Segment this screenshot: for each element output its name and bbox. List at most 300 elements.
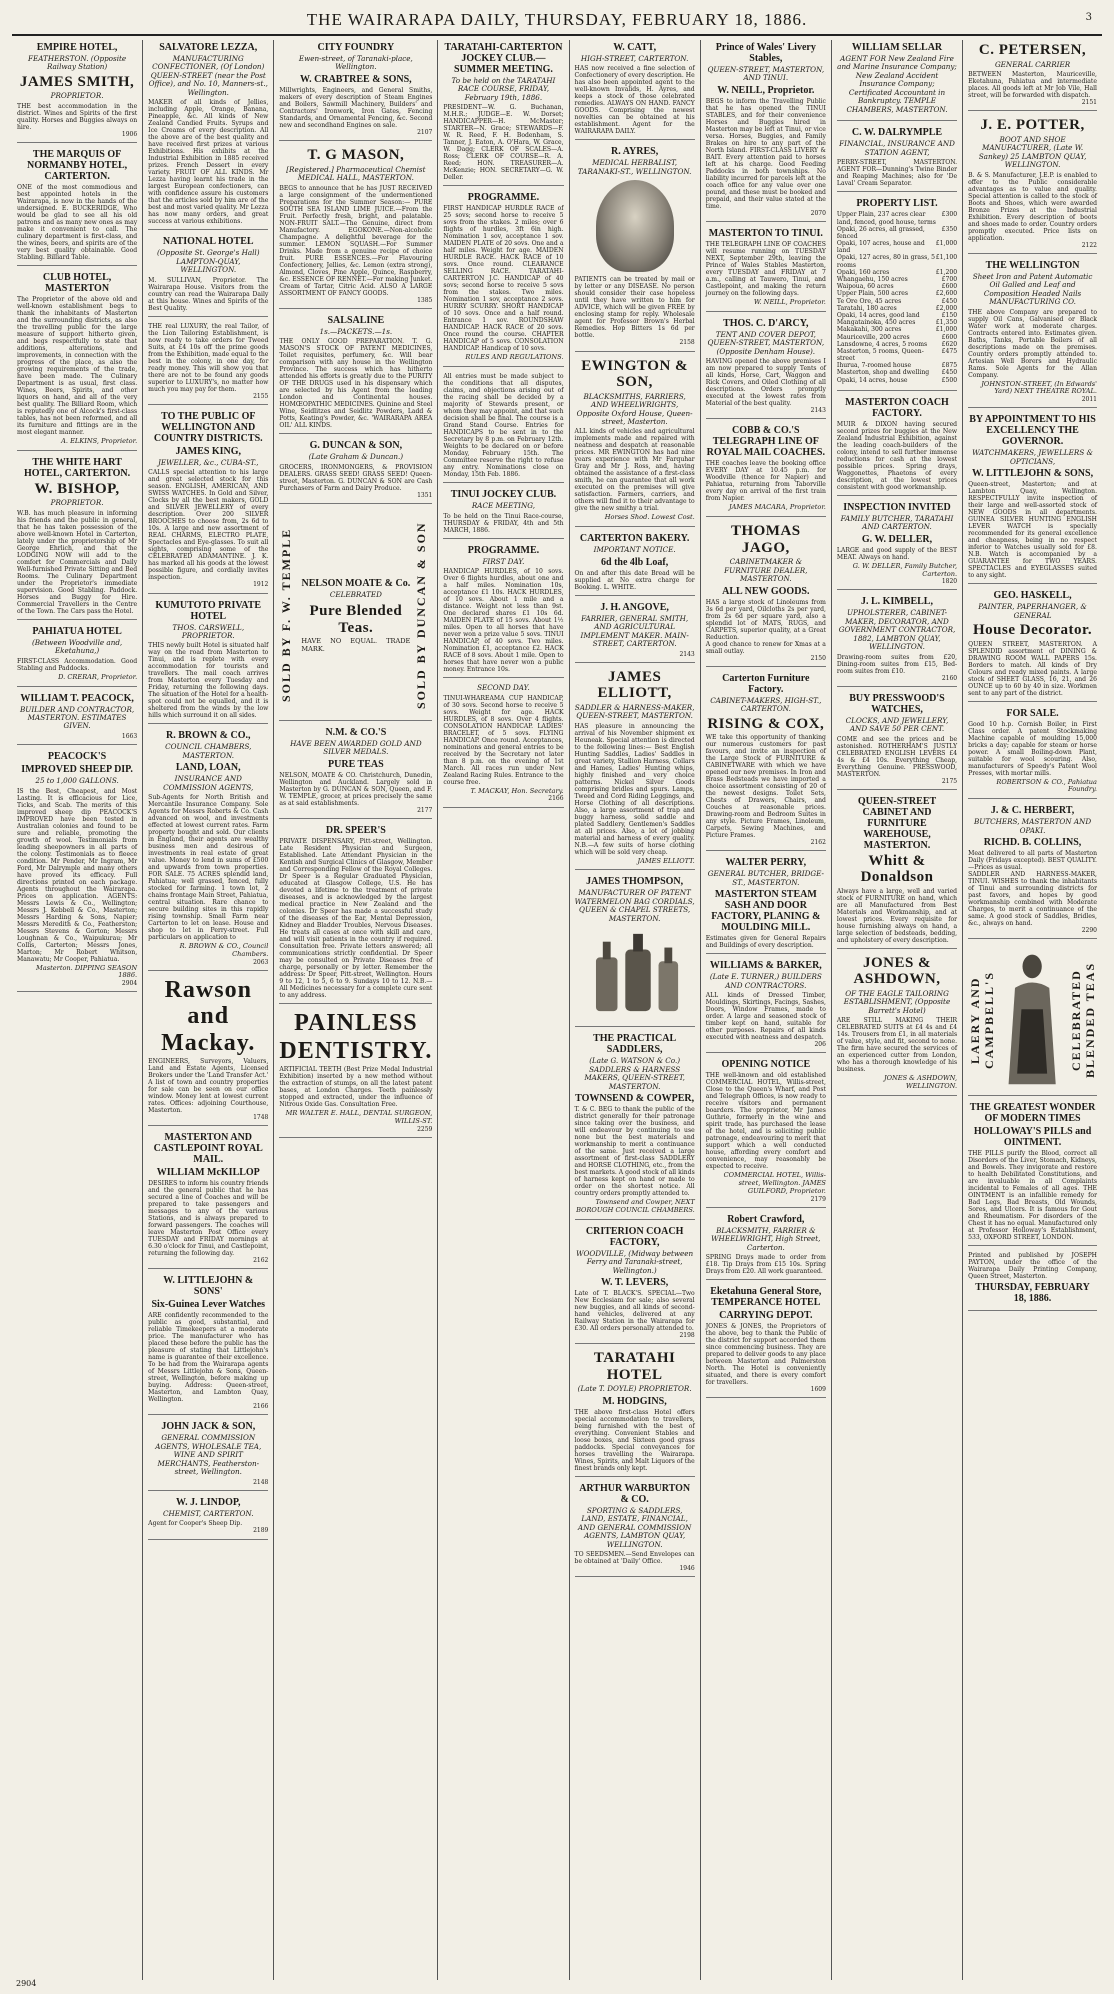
ad-number: 2107 — [417, 128, 433, 136]
ad-body: ONE of the most commodious and best appointed hotels in the Wairarapa, is now in the hands of the undersigned. E. BUCKERIDGE, Who would be glad to see all his old patrons and as many new ones as may make it convenient to call. The culinary department is first-class, and the wines, beers, and spirits are of the very best quality obtainable. Good Stabling. Billiard Table. — [17, 184, 138, 262]
ad-number: 2011 — [1081, 396, 1097, 404]
ad-title: C. PETERSEN, — [978, 42, 1087, 58]
ad-title: NELSON MOATE & Co. — [301, 577, 411, 589]
property-price: £1,000 — [935, 326, 958, 334]
ad-number: 206 — [814, 1041, 826, 1049]
ad-body: T. & C. BEG to thank the public of the district generally for their patronage since taking over the business, and will endeavour by continuing to use none but the best materials and workmanship to merit a continuance of the same. Just received a large assortment of first-class SADDLERY and HORSE CLOTHING, etc., from the best markets. A good stock of all kinds of harness kept on hand or made to order on the shortest notice. All country orders promptly attended to. — [574, 1106, 695, 1198]
ad-title: W. J. LINDOP, — [175, 1496, 241, 1508]
ad-body: TINUI-WHAREAMA CUP HANDICAP, of 30 sovs. Second horse to receive 5 sovs. Weight for age. HACK HURDLES, of 8 sovs. Over 4 flights. CONSOLATION HANDICAP. LADIES' BRACELET, of 5 sovs. FLYING HANDICAP. Once round. Acceptances, nominations and general entries to be received by the Secretary not later than 8 p.m. on the evening of 1st March. All races run under New Zealand Racing Rules. Entrance to the course free. — [443, 694, 564, 786]
column-3 — [274, 40, 438, 1980]
advertisement — [279, 1010, 432, 1138]
ad-number: 2904 — [121, 980, 138, 988]
herbalist-portrait — [596, 180, 674, 272]
ad-subtitle: CABINET-MAKERS, HIGH-ST., CARTERTON. — [710, 695, 822, 714]
ad-title: R. AYRES, — [611, 146, 659, 158]
ad-title-secondary: RICHD. B. COLLINS, — [983, 837, 1082, 849]
ad-title: TARATAHI HOTEL — [593, 1350, 676, 1383]
ad-title: CITY FOUNDRY — [317, 42, 395, 53]
ad-subtitle: WATCHMAKERS, JEWELLERS & OPTICIANS, — [972, 448, 1093, 466]
ad-subtitle: INSURANCE AND COMMISSION AGENTS, — [163, 774, 254, 792]
ad-subtitle: BLACKSMITH, FARRIER & WHEELWRIGHT, High Street, Carterton. — [711, 1225, 821, 1252]
ad-subtitle: UPHOLSTERER, CABINET-MAKER, DECORATOR, AND GOVERNMENT CONTRACTOR, 1882, LAMBTON QUAY, WELLINGTON. — [838, 608, 956, 652]
advertisement — [837, 955, 957, 1096]
advertisement — [968, 708, 1097, 800]
advertisement — [837, 596, 957, 687]
advertisement — [575, 876, 695, 1027]
advertisement — [706, 228, 826, 312]
ad-title-secondary: JAMES SMITH, — [19, 73, 135, 90]
ad-body: PATIENTS can be treated by mail or by letter or any DISEASE. No person should consider their case hopeless until they have written to him for ADVICE, which will be given FREE by enclosing stamp for reply. Wholesale agent for Professor Brown's Herbal Remedies. Hop Bitters 1s 6d per bottle. — [574, 276, 695, 340]
ad-body: Late of T. BLACK'S. SPECIAL—Two New Ecclesiam for sale; also several new buggies, and all kinds of second-hand vehicles, delivered at any Railway Station in the Wairarapa for £30. All orders personally attended to. — [574, 1290, 695, 1333]
ad-body: FIRST-CLASS Accommodation. Good Stabling and Paddocks. — [17, 657, 138, 672]
ad-title: THE PRACTICAL SADDLERS, — [593, 1033, 677, 1056]
ad-title-secondary: PURE TEAS — [328, 758, 384, 770]
property-price: £150 — [941, 311, 958, 319]
ad-title: SALVATORE LEZZA, — [159, 42, 258, 53]
property-price: £1,000 — [935, 240, 958, 248]
ad-body: Good 10 h.p. Cornish Boiler, in First Class order. A patent Stockmaking Machine capable of moulding 15,000 bricks a day; capable for steam or horse power. A small Boiling-down Plant, suitable for wool scouring. Also, manufacturers of Speedy's Patent Wool Presses, with mortar mills. — [968, 720, 1097, 777]
ad-title-secondary: CARRYING DEPOT. — [719, 1310, 813, 1322]
ad-title: W. CATT, — [613, 42, 657, 53]
page-number: 3 — [1085, 12, 1092, 23]
ad-subtitle: (Late G. WATSON & Co.) SADDLERS & HARNESS MAKERS, QUEEN-STREET, MASTERTON. — [584, 1056, 685, 1091]
ad-number: 2177 — [417, 806, 433, 814]
advertisement — [968, 117, 1097, 254]
column-6 — [701, 40, 832, 1980]
ad-signature: Masterton. DIPPING SEASON 1886. — [36, 963, 138, 980]
column-7 — [832, 40, 963, 1980]
ad-subtitle: JEWELLER, &c., CUBA-ST., — [158, 457, 259, 467]
property-description: Opaki, 14 acres, good land — [836, 311, 920, 319]
ad-number: 1385 — [417, 296, 433, 304]
ad-body: BEGS to announce that he has JUST RECEIVED a large consignment of the undermentioned Preparations for the Summer Season:— PURE SOUTH SEA ISLAND LIME JUICE.—From the Fruit. Perfectly fresh, bright, and palatable. NON-FRUIT SALT.—The Genuine, direct from Manufactory. EGOKONE.—Non-alcoholic Champagne. A delightful beverage for the summer. LEMON SQUASH.—For Summer Drinks. Made from a genuine recipe of choice fruit. PURE ESSENCES.—For Flavouring Confectionery, Jellies, &c. Lemon (extra strong), Almond, Cloves, Pine Apple, Quince, Raspberry, &c. ESSENCE OF RENNET.—For making Junket. Cream of Tartar, Citric Acid. ALSO A LARGE ASSORTMENT OF FANCY GOODS. — [279, 184, 433, 297]
ad-title: Robert Crawford, — [727, 1213, 805, 1225]
ad-subtitle: SADDLER & HARNESS-MAKER, QUEEN-STREET, MASTERTON. — [574, 702, 695, 721]
ad-body: ARTIFICIAL TEETH (Best Prize Medal Industrial Exhibition) inserted by a new method without the extraction of stumps, on all the latest patent bases, at London Charges. Teeth painlessly stopped and extracted, under the influence of Nitrous Oxide Gas. Consultation Free. — [279, 1066, 433, 1109]
ad-title: J. L. KIMBELL, — [861, 596, 933, 608]
ad-signature: A. ELKINS, Proprietor. — [61, 437, 138, 446]
ad-title: EWINGTON & SON, — [581, 357, 689, 391]
advertisement — [279, 825, 432, 1004]
ad-title: J. H. ANGOVE, — [600, 601, 669, 613]
ad-title: Carterton Furniture Factory. — [722, 672, 810, 695]
ad-signature: W. NEILL, Proprietor. — [753, 298, 826, 307]
property-row — [837, 226, 957, 240]
advertisement — [443, 192, 563, 367]
ad-body: THE ONLY GOOD PREPARATION. T. G. MASON'S STOCK OF PATENT MEDICINES, Toilet requisites, perfumery, &c. Will bear comparison with any house in the Wellington Province. The success which has hitherto attended his efforts is greatly due to the PURITY OF THE DRUGS used in his dispensary which are selected by his Agent from the leading London and Continental houses. HOMŒOPATHIC MEDICINES. Quinine and Steel Wine, Seidlitzes and Seidlitz Powders, Ladd & Potts, Keating's Powder, &c. 'WAIRARAPA AREA OIL' ALL KINDS. — [279, 338, 433, 430]
ad-title-secondary: IMPROVED SHEEP DIP. — [21, 764, 133, 776]
ad-subtitle: BUILDER AND CONTRACTOR, MASTERTON. ESTIMATES GIVEN. — [20, 704, 135, 731]
ad-body: Millwrights, Engineers, and General Smiths, makers of every description of Steam Engines and Boilers, Sawmill Machinery, Builders' and Contractors' Ironwork, Iron Gates, Fencing Standards, and Ornamental Fencing, &c. Second new and secondhand Engines on sale. — [279, 86, 433, 129]
ad-subtitle: OF THE EAGLE TAILORING ESTABLISHMENT, (Opposite Barrett's Hotel) — [843, 988, 951, 1015]
ad-title: CRITERION COACH FACTORY, — [585, 1225, 684, 1248]
ad-body: Queen-street, Masterton; and at Lambton Quay, Wellington. RESPECTFULLY invite inspection of their large and well-assorted stock of NEW GOODS in all departments. GUINEA SILVER HUNTING ENGLISH LEVER WATCH is specially recommended for its general excellence and cheapness, being in no respect inferior to Watches usually sold for £8. N.B. Watch is accompanied by a GUARANTEE for TWO YEARS. SPECTACLES and EYEGLASSES suited to any sight. — [968, 481, 1097, 580]
property-price: £875 — [941, 362, 958, 370]
advertisement — [148, 1421, 268, 1491]
ad-body: GROCERS, IRONMONGERS, & PROVISION DEALERS. GRASS SEED! GRASS SEED! Queen-street, Masterton. G. DUNCAN & SON are Cash Purchasers of Farm and Dairy Produce. — [279, 463, 433, 492]
ad-body: WE take this opportunity of thanking our numerous customers for past favours, and invite an inspection of the Large Stock of FURNITURE & CABINETWARE with which we have opened our new premises. In Iron and Brass Bedsteads we have imported a choice assortment consisting of 20 of the newest designs. Toilet Sets, Chests of Drawers, Chairs, and Couches at reasonable prices. Drawing-room and Bedroom Suites in any style. Picture Frames, Linoleum, Carpets, Sewing Machines, and Picture Frames. — [705, 734, 826, 840]
ad-title-secondary: MASTERTON STEAM SASH AND DOOR FACTORY, PLANING & MOULDING MILL. — [711, 889, 821, 934]
property-row — [837, 334, 957, 341]
ad-title: TARATAHI-CARTERTON JOCKEY CLUB.—SUMMER MEETING. — [444, 42, 563, 75]
advertisement — [17, 693, 137, 746]
ad-title: WILLIAMS & BARKER, — [709, 960, 822, 972]
ad-title: COBB & CO.'S TELEGRAPH LINE OF ROYAL MAIL COACHES. — [706, 425, 825, 459]
ad-subtitle: THOS. CARSWELL, PROPRIETOR. — [172, 622, 245, 640]
ad-subtitle: AGENT FOR New Zealand Fire and Marine Insurance Company; New Zealand Accident Insurance Company; Certificated Accountant in Bankruptcy. TEMPLE CHAMBERS, MASTERTON. — [837, 54, 957, 114]
property-description: Mauriceville, 200 acres — [836, 333, 910, 341]
property-row — [837, 362, 957, 369]
ad-body: QUEEN STREET, MASTERTON. A SPLENDID assortment of DINING & DRAWING ROOM WALL PAPERS 15s. Borders to match. All kinds of Dry Colours and ready mixed paints. A large stock of SHEET GLASS, 16, 21, and 26 OUNCE up to 60 by 40 in size. Workmen sent to any part of the district. — [968, 640, 1097, 697]
ad-body: ARE confidently recommended to the public as good, substantial, and reliable Timekeepers at a moderate price. The manufacturer who has placed these before the public has the pleasure of stating that Littlejohn's name is guarantee of their excellence. To be had from the Wairarapa agents of Messrs Littlejohn & Sons, Queen-street, Wellington, before making up buying. Address: Queen-street, Masterton, and Lambton Quay, Wellington. — [148, 1312, 269, 1404]
ad-title-secondary: HOLLOWAY'S PILLS and OINTMENT. — [973, 1126, 1092, 1149]
ad-title-secondary: DENTISTRY. — [279, 1038, 433, 1065]
ad-number: 1906 — [121, 130, 138, 138]
tea-ad-center — [301, 510, 410, 720]
ad-number: 2063 — [253, 958, 269, 966]
advertisement — [968, 1102, 1097, 1246]
ad-title: THOMAS JAGO, — [730, 523, 801, 556]
ad-number: 1912 — [253, 581, 269, 589]
ad-body: PRESIDENT—W. G. Buchanan, M.H.R.; JUDGE—E. W. Dorset; HANDICAPPER—H. McMaster; STARTER—N. Grace; STEWARDS—F. W. R. Reed, F. H. Bodenham, S. Tanner, J. Eaton, A. O'Hara, W. Grace, W. Dagg; CLERK OF SCALES—A. Ross; CLERK OF COURSE—R. A. Reed; HON. TREASURER—A. McKenzie; HON. SECRETARY—G. W. Deller. — [443, 104, 564, 182]
advertisement — [148, 323, 268, 405]
ad-subtitle: BUTCHERS, MASTERTON AND OPAKI. — [973, 817, 1092, 835]
advertisement — [148, 1497, 268, 1540]
advertisement — [17, 626, 137, 687]
property-price: £1,100 — [935, 254, 958, 262]
property-row — [837, 312, 957, 319]
ad-body: PRIVATE DISPENSARY, Pitt-street, Wellington. Late Resident Physician and Surgeon, Established. Late Attendant Physician in the Kentish and Surgical Clinics of Glasgow, Member and Corresponding Fellow of the Royal Colleges. Dr Speer is a Regular Graduated Physician, educated at Glasgow College, U.S. He has devoted a lifetime to the treatment of private diseases, and is acknowledged by the largest medical practice in New Zealand and the colonies. Dr Speer has made a successful study of the diseases of the Ear, Mental Depression, Kidney and Bladder Troubles, Nervous Diseases. He treats all cases at once with skill and care, and will visit patients in the country if required. Consultation free. Private letters answered; all communications strictly confidential. Dr Speer may be consulted on Private Diseases free of charge, personally or by letter. Remember the address: Dr Speer, Pitt-street, Wellington. Hours 9 to 12, 1 to 5, 6 to 9. Sundays 10 to 12. N.B.—All Medicines necessary for a complete cure sent to any address. — [279, 837, 433, 999]
property-description: Masterton, shop and dwelling — [836, 369, 930, 377]
ad-body: DESIRES to inform his country friends and the general public that he has secured a line of Coaches and will be prepared to take passengers and messages to any of the various Stations, and is always prepared to forward passengers. The coaches will leave Masterton Post Office every TUESDAY and FRIDAY mornings at 6.30 o'clock for Tinui, and Castlepoint, returning the following day. — [148, 1180, 269, 1258]
ad-title: SALSALINE — [327, 314, 385, 326]
ad-body: HAS pleasure in announcing the arrival of his November shipment ex Heuneak. Special attention is directed to the following lines:— Best English Hunting Saddles, Ladies' Saddles in great variety, Stallion Harness, Collars and Hames, Ladies' Hunting whips, highly finished and very choice patterns. Nickel Silver Goods comprising bridles and spurs. Lamps, Tweed and Cord Riding Leggings, and Horse Clothing of all descriptions. Also, a large assortment of trap and buggy harness, solid saddle and plated Saddlery, Gentlemen's Saddles at all prices. Also, a lot of jobbing material and harness of every quality. N.B.—A few suits of horse clothing which will be sold very cheap. — [574, 722, 695, 856]
ad-title: JAMES ELLIOTT, — [597, 668, 672, 702]
ad-signature: D. CRERAR, Proprietor. — [58, 672, 138, 681]
ad-title: J. & C. HERBERT, — [990, 805, 1075, 817]
advertisement — [575, 358, 695, 528]
property-row — [837, 240, 957, 254]
ad-body: Estimates given for General Repairs and Buildings of every description. — [705, 935, 826, 950]
ad-title: Pure Blended Teas. — [309, 603, 403, 636]
cordial-bottles-illustration — [575, 928, 695, 1016]
advertisement — [17, 751, 137, 992]
ad-body: THE TELEGRAPH LINE OF COACHES will resume running on TUESDAY NEXT, September 29th, leaving the Prince of Wales Stables Masterton, every TUESDAY and FRIDAY at 7 a.m., calling at Tauwero, Tinui, and Castlepoint, and making the return journey on the following days. — [705, 241, 826, 298]
ad-subtitle: MANUFACTURER OF PATENT WATERMELON BAG CORDIALS, QUEEN & CHAPEL STREETS, MASTERTON. — [574, 888, 695, 923]
ad-body: On and after this date Bread will be supplied at No extra charge for Booking. L. WHITE. — [574, 569, 695, 591]
vertical-ad-text: SOLD BY F. W. TEMPLE — [279, 527, 294, 702]
ad-number: 2143 — [679, 650, 695, 658]
printer-imprint — [968, 1252, 1097, 1311]
ad-subtitle: To be held on the TARATAHI RACE COURSE, FRIDAY, February 19th, 1886. — [451, 76, 556, 102]
ad-number: 2162 — [810, 839, 826, 847]
ad-body: THE above first-class Hotel offers special accommodation to travellers, being furnished with the best of everything. Convenient Stables and loose boxes, and Sixteen good grass paddocks. Special conveyances for horses travelling the Wairarapa. Wines, Spirits, and Malt Liquors of the finest brands only kept. — [574, 1408, 695, 1472]
imprint-date: THURSDAY, FEBRUARY 18, 1886. — [975, 1282, 1090, 1305]
ad-title-secondary: ALL NEW GOODS. — [722, 585, 810, 597]
ad-number: 1351 — [417, 491, 433, 499]
ad-body: ALL kinds of Dressed Timber, Mouldings, Skirtings, Facings, Sashes, Doors, Window Frames, made to order. A large and seasoned stock of timber kept on hand, suitable for other purposes. Repairs of all kinds executed with neatness and despatch. — [705, 992, 826, 1042]
ad-number: 2166 — [548, 795, 564, 803]
ad-subtitle: QUEEN-STREET, MASTERTON, AND TINUI. — [707, 65, 825, 83]
advertisement — [279, 727, 432, 819]
ad-subtitle: Ewen-street, of Taranaki-place, Wellington. — [298, 54, 413, 72]
ad-body: BEGS to inform the Travelling Public that he has opened the TINUI STABLES, and for their convenience Horses and Buggies hired in Masterton may be left at Tinui, or vice versa. Horses, Buggies, and Family Brakes on hire to any part of the North Island. FIRST-CLASS LIVERY & BAIT. Every attention paid to horses left at his charge. Good Feeding Paddocks in both townships. No liability incurred for parcels left at the coach office for any value over one pound, and these must be booked and prepaid, and their value stated at the time. — [705, 97, 826, 210]
ad-title: JOHN JACK & SON, — [161, 1421, 256, 1433]
ad-number: 2290 — [1081, 927, 1097, 935]
ad-subtitle: MANUFACTURING CONFECTIONER, (Of London) QUEEN-STREET (near the Post Office), and No. 10, Manners-st., Wellington. — [148, 54, 268, 97]
ad-title-secondary: Whitt & Donaldson — [860, 852, 934, 886]
ad-body: CALLS special attention to his large and great selected stock for this season. ENGLISH, AMERICAN, AND SWISS WATCHES. In Gold and Silver, Clocks by all the best makers, GOLD and SILVER JEWELLERY of every description. Over 200 SILVER BROOCHES to choose from, 2s 6d to 10s. A large and new assortment of REAL CHARMS, ELECTRO PLATE, Spectacles and Eye-glasses. To suit all sights, comprising some of the CELEBRATED ADAMANTINE. J. K. has marked all his goods at the lowest possible figure, and cordially invites inspection. — [148, 469, 269, 582]
advertisement — [837, 198, 957, 391]
advertisement — [575, 42, 695, 140]
ad-body: To be held on the Tinui Race-course, THURSDAY & FRIDAY, 4th and 5th MARCH, 1886. — [443, 512, 564, 534]
ad-number: 2148 — [253, 1478, 269, 1486]
advertisement — [575, 602, 695, 663]
ad-title-secondary: TOWNSEND & COWPER, — [575, 1093, 695, 1105]
ad-title-secondary: W. NEILL, Proprietor. — [717, 84, 815, 96]
ad-title: JONES & ASHDOWN, — [853, 954, 941, 988]
advertisement — [706, 960, 826, 1053]
property-row — [837, 305, 957, 312]
ad-title: R. BROWN & CO., — [166, 730, 251, 742]
property-price: £620 — [941, 340, 958, 348]
advertisement — [17, 42, 137, 143]
ad-title: PEACOCK'S — [47, 751, 107, 763]
property-price: £500 — [941, 376, 958, 384]
advertisement — [148, 1275, 268, 1415]
property-row — [837, 369, 957, 376]
ad-title-secondary: House Decorator. — [973, 622, 1093, 639]
ad-number: 2160 — [941, 674, 958, 682]
ad-body: BETWEEN Masterton, Mauriceville, Eketahuna, Pahiatua and intermediate places. All goods left at Mr Job Vile, Hall street, will be forwarded with dispatch. — [968, 70, 1097, 99]
advertisement — [837, 42, 957, 121]
ad-signature: MR WALTER E. HALL, DENTAL SURGEON, WILLIS-ST. — [285, 1109, 433, 1126]
advertisement — [837, 127, 957, 192]
advertisement — [968, 805, 1097, 939]
ad-body: COME and see the prices and be astonished. ROTHERHAM'S JUSTLY CELEBRATED ENGLISH LEVERS £4 4s & £4 10s. Everything Cheap, Everything Genuine. PRESSWOOD, MASTERTON. — [836, 735, 958, 778]
ad-subtitle: MEDICAL HERBALIST, TARANAKI-ST., WELLINGTON. — [577, 158, 692, 176]
ad-title-secondary: LAND, LOAN, — [175, 762, 241, 774]
ad-title-secondary: W. LITTLEJOHN & SONS, — [972, 468, 1094, 480]
property-price: £600 — [941, 283, 958, 291]
advertisement — [148, 730, 268, 971]
ad-body: ENGINEERS, Surveyors, Valuers, Land and Estate Agents, Licensed Brokers under the 'Land Transfer Act.' A list of town and country properties for sale can be seen on our office window. Money lent at lowest current rates. Offices: adjoining Courthouse, Masterton. — [148, 1058, 269, 1115]
ad-title: THE MARQUIS OF NORMANBY HOTEL, CARTERTON. — [26, 149, 128, 183]
ad-title-secondary: RISING & COX, — [707, 715, 825, 732]
advertisement — [148, 600, 268, 725]
property-description: Upper Plain, 500 acres — [836, 290, 908, 298]
ad-subtitle: GENERAL COMMISSION AGENTS, WHOLESALE TEA, WINE AND SPIRIT MERCHANTS, Featherston-street, Wellington. — [155, 1433, 262, 1477]
property-description: Masterton, 5 rooms, Queen-street — [836, 347, 924, 363]
ad-number: 1663 — [121, 732, 138, 740]
property-price: £300 — [941, 211, 958, 219]
ad-number: 1946 — [679, 1565, 695, 1573]
ad-title: MASTERTON AND CASTLEPOINT ROYAL MAIL. — [153, 1132, 263, 1166]
ad-number: 2122 — [1081, 241, 1097, 249]
ad-title: CARTERTON BAKERY. — [579, 533, 690, 545]
advertisement — [17, 149, 137, 266]
ad-title: C. W. DALRYMPLE — [851, 127, 943, 139]
ad-body: SADDLER AND HARNESS-MAKER, TINUI. WISHES to thank the inhabitants of Tinui and surrounding districts for past favors, and hopes by good workmanship combined with Moderate Charges, to merit a continuance of the same. A good stock of Saddles, Bridles, &c., always on hand. — [968, 871, 1097, 928]
property-row — [837, 211, 957, 225]
ad-number: 2162 — [253, 1257, 269, 1265]
advertisement — [575, 146, 695, 351]
advertisement — [443, 489, 563, 538]
property-description: Lansdowne, 4 acres, 5 rooms — [836, 340, 928, 348]
ad-signature: JONES & ASHDOWN, WELLINGTON. — [883, 1074, 958, 1091]
ad-body: A good chance to renew for Xmas at a small outlay. — [705, 640, 826, 655]
property-row — [837, 348, 957, 362]
ad-body: THE coaches leave the booking office EVERY DAY at 10.45 p.m. for Woodville (thence for Napier) and Pahiatua, returning from Taborville every day on arrival of the first train from Napier. — [705, 460, 826, 503]
masthead — [0, 0, 1114, 36]
ad-title: BY APPOINTMENT TO HIS EXCELLENCY THE GOVERNOR. — [969, 414, 1096, 448]
property-price: £350 — [941, 225, 958, 233]
ad-subtitle: (Late E. TURNER,) BUILDERS AND CONTRACTORS. — [709, 972, 822, 990]
ad-title: J. E. POTTER, — [980, 117, 1085, 134]
ad-title: MASTERTON TO TINUI. — [708, 228, 823, 240]
advertisement — [968, 42, 1097, 111]
advertisement — [148, 411, 268, 594]
ad-number: 1748 — [253, 1114, 269, 1122]
advertisement — [148, 236, 268, 316]
property-row — [837, 319, 957, 326]
property-row — [837, 276, 957, 283]
ad-title: TO THE PUBLIC OF WELLINGTON AND COUNTRY DISTRICTS. — [153, 410, 263, 444]
ad-body: ALL kinds of vehicles and agricultural implements made and repaired with neatness and despatch at reasonable prices. MR EWINGTON has had nine years experience with Mr Farquhar Gray and Mr J. Ross, and, having obtained the assistance of a first-class smith, he can guarantee that all work executed on the premises will give satisfaction. Farmers, carriers, and others will find it to their advantage to give the new smithy a trial. — [574, 428, 695, 513]
property-description: Opaki, 127 acres, 80 in grass, 5 rooms — [836, 254, 936, 269]
ad-subtitle: GENERAL BUTCHER, BRIDGE-ST., MASTERTON. — [707, 869, 824, 887]
ad-subtitle: [Registered.] Pharmaceutical Chemist MEDICAL HALL, MASTERTON. — [286, 164, 426, 183]
ad-title: TINUI JOCKEY CLUB. — [450, 489, 557, 501]
ad-title: THE WELLINGTON — [985, 259, 1080, 271]
property-row — [837, 283, 957, 290]
advertisement — [706, 42, 826, 222]
ad-title: NATIONAL HOTEL — [162, 236, 254, 248]
ad-title-secondary: M. HODGINS, — [602, 1395, 667, 1407]
footer-number: 2904 — [16, 1978, 37, 1988]
ad-number: 2175 — [941, 777, 958, 785]
ad-title: WALTER PERRY, — [725, 857, 807, 869]
advertisement — [148, 977, 268, 1126]
ad-title: INSPECTION INVITED — [843, 501, 951, 513]
ad-subtitle: CABINETMAKER & FURNITURE DEALER, MASTERTON. — [724, 557, 808, 584]
ad-body: THE above Company are prepared to supply Oil Cans, Galvanised or Black Water work at moderate charges. Contracts entered into. Estimates given. Baths, Tanks, Portable Boilers of all descriptions made on the premises. Country orders promptly attended to. Artesian Well Borers and Hydraulic Rams. Sole Agents for the Allan Company. — [968, 308, 1097, 379]
advertisement — [968, 414, 1097, 584]
ad-title: Rawson and Mackay. — [161, 977, 256, 1056]
ad-signature: JAMES MACARA, Proprietor. — [729, 503, 826, 512]
ad-subtitle: BLACKSMITHS, FARRIERS, AND WHEELWRIGHTS, Opposite Oxford House, Queen-street, Masterton. — [576, 391, 693, 426]
ad-number: 2179 — [810, 1195, 826, 1203]
ad-title: T. G MASON, — [307, 147, 405, 164]
ad-title: ARTHUR WARBURTON & CO. — [579, 1482, 691, 1505]
ad-subtitle: FINANCIAL, INSURANCE AND STATION AGENT, — [839, 139, 955, 157]
masthead-rule — [12, 34, 1102, 36]
ad-subtitle: 1s.—PACKETS.—1s. — [319, 326, 393, 336]
ad-number: 1820 — [941, 578, 958, 586]
ad-body: THE well-known and old established COMMERCIAL HOTEL, Willis-street, Close to the Queen's Wharf, and Post and Telegraph Offices, is now ready to receive visitors and permanent boarders. The proprietor, Mr James Guthrie, formerly in the wine and spirit trade, has purchased the lease of the hotel, and is soliciting public patronage, endeavouring to merit that support which a well conducted house, affording every comfort and convenience, may reasonably be expected to receive. — [705, 1072, 826, 1171]
property-description: Waipoua, 60 acres — [836, 283, 894, 291]
ad-number: 2198 — [679, 1332, 695, 1340]
advertisement — [968, 260, 1097, 409]
advertisement — [17, 457, 137, 620]
ad-signature: Horses Shod. Lowest Cost. — [604, 513, 695, 522]
property-list — [837, 211, 957, 384]
tea-figure-illustration — [1000, 945, 1064, 1095]
property-description: Taratahi, 180 acres — [836, 304, 897, 312]
ad-subtitle: FIRST DAY. — [482, 556, 525, 566]
advertisement — [575, 533, 695, 595]
ad-signature: R. BROWN & CO., Council Chambers. — [179, 942, 269, 959]
property-price: £2,600 — [935, 290, 958, 298]
ad-body: HANDICAP HURDLES, of 10 sovs. Over 6 flights hurdles, about one and a half miles. Nomination 10s, acceptance £1 10s. HACK HURDLES, of 10 sovs. About 1 mile and a distance. Weight not less than 9st. One declared shares £1 10s 6d. MAIDEN PLATE of 15 sovs. About 1½ miles. Open to all horses that have never won a prize value 5 sovs. TINUI HANDICAP, of 40 sovs. Two miles. Nomination £1, acceptance £2. HACK RACE of 8 sovs. About 1 mile. Open to horses that have never won a public money. Entrance 10s. — [443, 568, 564, 674]
property-row — [837, 254, 957, 268]
ad-title: CLUB HOTEL, MASTERTON — [42, 272, 112, 295]
ad-title-secondary: Six-Guinea Lever Watches — [151, 1299, 266, 1311]
property-price: £1,200 — [935, 268, 958, 276]
ad-body: B. & S. Manufacturer, J.E.P. is enabled to offer to the Public considerable advantages as to value and quality. Special attention is called to the stock of Boots and Shoes, which were awarded Bronze Prizes at the Industrial Exhibition. Every description of boots and shoes made to order. Country orders promptly executed. Price lists on application. — [968, 171, 1097, 242]
advertisement — [837, 693, 957, 790]
property-description: Ihurua, 7-roomed house — [836, 362, 912, 370]
property-description: Whangaehu, 150 acres — [836, 276, 908, 284]
ad-title: WILLIAM T. PEACOCK, — [20, 692, 134, 704]
ad-title: Eketahuna General Store, TEMPERANCE HOTEL — [710, 1286, 822, 1309]
ad-number: 2151 — [1081, 98, 1097, 106]
ad-title: PROPERTY LIST. — [856, 198, 938, 210]
ad-number: 2150 — [810, 654, 826, 662]
ad-body: The Proprietor of the above old and well-known establishment begs to thank the inhabitants of Masterton and the surrounding districts, as also the travelling public for the large measure of support hitherto given, and begs respectfully to state that additions, alterations, and improvements, in connection with the progress of the place, as also the growing requirements of the trade, have been made. The Culinary Department is as usual, first class. Wines, Beers, Spirits, and other liquors on hand, and all of the very best quality. The Billiard Room, which is reputedly one of Alcock's first-class tables, has not been reformed, and all its furniture and fittings are in the most elegant manner. — [17, 296, 138, 437]
advertisement — [706, 1059, 826, 1207]
advertisement — [279, 42, 432, 141]
tea-advertisement — [279, 510, 432, 721]
ad-subtitle: PROPRIETOR. — [50, 498, 104, 508]
ad-subtitle: (Between Woodville and, Eketahuna,) — [31, 637, 123, 656]
ad-signature: JOHNSTON-STREET, (In Edwards' Yard) NEXT THEATRE ROYAL. — [981, 379, 1097, 396]
ad-number: 2070 — [810, 209, 826, 217]
property-price: £1,350 — [935, 319, 958, 327]
ad-title: PROGRAMME. — [467, 544, 540, 556]
ad-number: 2155 — [253, 392, 269, 400]
ad-title: PAHIATUA HOTEL — [32, 625, 122, 637]
property-row — [837, 298, 957, 305]
ad-title: G. DUNCAN & SON, — [309, 440, 403, 452]
property-price: £450 — [941, 369, 958, 377]
ad-body: All entries must be made subject to the conditions that all disputes, claims, and objections arising out of the racing shall be decided by a majority of Stewards present, or whom they may appoint, and that such decision shall be final. The course is a Grand Stand Course. Entries for HANDICAPS to be sent in to the Secretary by 8 p.m. on February 12th. Weights to be declared on or before Monday, February 15th. The Committee reserve the right to refuse any entry. Nominations close on Monday, 15th Feb. 1886. — [443, 373, 564, 479]
ad-title: THOS. C. D'ARCY, — [723, 317, 809, 329]
ad-subtitle: HIGH-STREET, CARTERTON. — [580, 54, 689, 63]
advertisement — [706, 673, 826, 852]
column-1 — [12, 40, 143, 1980]
advertisement — [706, 318, 826, 420]
ad-title: JAMES THOMPSON, — [586, 876, 684, 888]
ad-body: HAS now received a fine selection of Confectionery of every description. He has also been appointed agent to the well-known Invalids, H. Ayres, and keeps a stock of those celebrated remedies. ALWAYS ON HAND. FANCY GOODS. Comprising the newest novelties can be obtained at his establishment. Agent for the WAIRARAPA DAILY. — [574, 65, 695, 136]
ad-number: 2166 — [253, 1403, 269, 1411]
ad-subtitle: CLOCKS, AND JEWELLERY, AND SAVE 50 PER CENT. — [845, 715, 949, 734]
advertisement — [575, 669, 695, 871]
ad-subtitle: PAINTER, PAPERHANGER, & GENERAL — [978, 602, 1087, 620]
ad-body: THE PILLS purify the Blood, correct all Disorders of the Liver, Stomach, Kidneys, and Bowels. They invigorate and restore to health Debilitated Constitutions, and are invaluable in all Complaints incidental to Females of all ages. THE OINTMENT is an infallible remedy for Bad Legs, Bad Breasts, Old Wounds, Sores, and Ulcers. It is famous for Gout and Rheumatism. For disorders of the Chest it has no equal. Manufactured only at Professor Holloway's Establishment, 533, OXFORD STREET, LONDON. — [968, 1150, 1097, 1242]
ad-subtitle: TENT AND COVER DEPOT, QUEEN-STREET, MASTERTON, (Opposite Denham House). — [707, 329, 825, 356]
ad-body: THE real LUXURY, the real Tailor, of the Lion Tailoring Establishment, is now ready to take orders for Tweed Suits, at £4 10s off the prime goods from the Exhibition, made equal to the best in the colony, in one day, for ready money. This will show you that there are not to be found any goods superior to LUXURY's, no matter how much you may pay for them. — [148, 322, 269, 393]
ad-title: THE WHITE HART HOTEL, CARTERTON. — [24, 456, 131, 479]
ad-subtitle: (Late T. DOYLE) PROPRIETOR. — [577, 1384, 692, 1394]
property-row — [837, 341, 957, 348]
ad-subtitle: WOODVILLE, (Midway between Ferry and Taranaki-street, Wellington.) — [576, 1248, 694, 1275]
ad-body: MUIR & DIXON having secured second prizes for buggies at the New Zealand Industrial Exhibition, against the leading coach-builders of the colony, intend to sell further immense reductions for cash at the lowest possible prices. Spring drays, Waggonettes, Phaetons of every description, at the lowest prices consistent with good workmanship. — [836, 420, 958, 491]
ad-subtitle: BOOT AND SHOE MANUFACTURER, (Late W. Sankey) 25 LAMBTON QUAY, WELLINGTON. — [978, 134, 1087, 170]
ad-title: W. LITTLEJOHN & SONS' — [163, 1275, 254, 1298]
property-row — [837, 290, 957, 297]
ad-subtitle: SPORTING & SADDLERS, LAND, ESTATE, FINANCIAL, AND GENERAL COMMISSION AGENTS, LAMBTON QUAY, WELLINGTON. — [577, 1505, 692, 1549]
